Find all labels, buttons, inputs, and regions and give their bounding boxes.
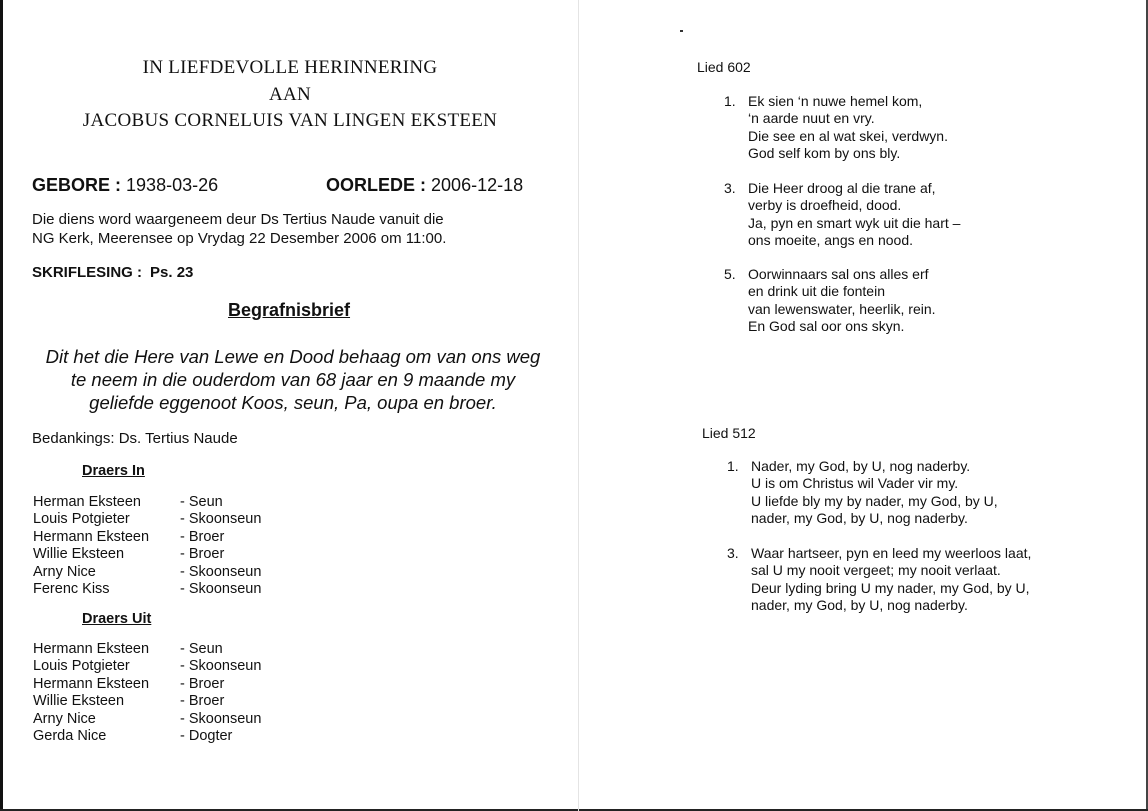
verse-line: van lewenswater, heerlik, rein. [748, 300, 936, 317]
verse-line: Waar hartseer, pyn en leed my weerloos laat, [751, 545, 1032, 561]
service-info [32, 210, 446, 248]
verse-line: God self kom by ons bly. [748, 145, 901, 162]
bearer-name: Hermann Eksteen [33, 528, 150, 545]
list-item [33, 711, 261, 728]
died-label: OORLEDE : [326, 175, 427, 195]
bearer-name: Willie Eksteen [33, 693, 125, 710]
list-item [33, 658, 261, 675]
list-item [33, 641, 261, 658]
reading-label: SKRIFLESING : [32, 264, 143, 281]
notice-line: geliefde eggenoot Koos, seun, Pa, oupa en broer. [89, 392, 497, 413]
pallbearers-in-list [33, 494, 261, 598]
verse-line: Die see en al wat skei, verdwyn. [748, 127, 948, 144]
scan-speck [680, 30, 683, 32]
bearer-name: Arny Nice [33, 710, 96, 727]
born-value: 1938-03-26 [126, 175, 219, 195]
bearer-relation: - Skoonseun [180, 710, 262, 727]
verse-line: U is om Christus wil Vader vir my. [751, 475, 959, 492]
bearer-name: Louis Potgieter [33, 658, 130, 675]
hymn-verse [724, 266, 936, 336]
acknowledgements: Bedankings: Ds. Tertius Naude [32, 430, 238, 447]
verse-line: Oorwinnaars sal ons alles erf [748, 266, 929, 282]
verse-lines [751, 545, 1031, 615]
bearer-relation: - Seun [180, 641, 223, 657]
verse-line: en drink uit die fontein [748, 283, 885, 300]
notice-line: Dit het die Here van Lewe en Dood behaag om van ons weg [45, 346, 541, 367]
bearer-relation: - Seun [180, 494, 223, 510]
hymn-512-title: Lied 512 [702, 425, 756, 441]
verse-line: verby is droefheid, dood. [748, 197, 902, 214]
hymn-verse [724, 93, 948, 163]
hymn-602-title: Lied 602 [697, 59, 751, 75]
born-date [32, 175, 218, 196]
bearer-name: Hermann Eksteen [33, 641, 150, 657]
verse-number: 3. [724, 180, 736, 196]
bearer-relation: - Skoonseun [180, 563, 262, 580]
born-label: GEBORE : [32, 175, 122, 195]
list-item [33, 511, 261, 528]
notice-line: te neem in die ouderdom van 68 jaar en 9 maande my [70, 369, 516, 390]
list-item [33, 529, 261, 546]
scripture-reading [32, 264, 193, 281]
service-line: Die diens word waargeneem deur Ds Tertius Naude vanuit die [32, 211, 444, 228]
bearer-name: Louis Potgieter [33, 511, 130, 528]
pallbearers-in-title: Draers In [82, 463, 145, 479]
bearer-relation: - Broer [180, 546, 225, 563]
list-item [33, 494, 261, 511]
death-date [326, 175, 523, 196]
list-item [33, 564, 261, 581]
scan-edge [0, 0, 3, 811]
verse-line: sal U my nooit vergeet; my nooit verlaat. [751, 562, 1001, 579]
bearer-name: Arny Nice [33, 563, 96, 580]
bearer-relation: - Dogter [180, 728, 233, 745]
verse-lines [748, 266, 936, 336]
hymn-verse [727, 458, 998, 528]
verse-line: Die Heer droog al die trane af, [748, 180, 936, 196]
reading-value: Ps. 23 [150, 264, 194, 281]
hymn-verse [727, 545, 1031, 615]
verse-number: 3. [727, 545, 739, 561]
verse-lines [748, 180, 960, 250]
heading-line-1: IN LIEFDEVOLLE HERINNERING [142, 57, 438, 78]
list-item [33, 693, 261, 710]
verse-line: En God sal oor ons skyn. [748, 318, 905, 335]
verse-line: nader, my God, by U, nog naderby. [751, 597, 968, 614]
bearer-relation: - Skoonseun [180, 581, 262, 598]
list-item [33, 581, 261, 598]
pallbearers-out-title: Draers Uit [82, 611, 152, 627]
verse-lines [751, 458, 998, 528]
verse-number: 5. [724, 266, 736, 282]
bearer-name: Herman Eksteen [33, 494, 141, 510]
verse-line: nader, my God, by U, nog naderby. [751, 510, 968, 527]
bearer-relation: - Broer [180, 528, 225, 545]
bearer-name: Willie Eksteen [33, 546, 125, 563]
verse-line: U liefde bly my by nader, my God, by U, [751, 492, 998, 509]
pallbearers-out-list [33, 641, 261, 745]
verse-line: ons moeite, angs en nood. [748, 232, 914, 249]
died-value: 2006-12-18 [431, 175, 524, 195]
bearer-name: Hermann Eksteen [33, 675, 150, 692]
death-notice [30, 345, 556, 414]
page-fold [578, 0, 579, 811]
bearer-name: Gerda Nice [33, 728, 107, 745]
heading-line-3: JACOBUS CORNELUIS VAN LINGEN EKSTEEN [82, 110, 498, 131]
bearer-relation: - Skoonseun [180, 511, 262, 528]
list-item [33, 546, 261, 563]
list-item [33, 676, 261, 693]
verse-number: 1. [727, 458, 739, 474]
verse-line: Ek sien ‘n nuwe hemel kom, [748, 93, 923, 109]
heading-line-2: AAN [268, 84, 312, 105]
hymn-verse [724, 180, 960, 250]
verse-lines [748, 93, 948, 163]
verse-line: Nader, my God, by U, nog naderby. [751, 458, 971, 474]
bearer-name: Ferenc Kiss [33, 581, 110, 598]
verse-line: ‘n aarde nuut en vry. [748, 110, 875, 127]
verse-line: Ja, pyn en smart wyk uit die hart – [748, 214, 961, 231]
funeral-letter-title: Begrafnisbrief [228, 300, 351, 320]
service-line: NG Kerk, Meerensee op Vrydag 22 Desember 2006 om 11:00. [32, 230, 447, 247]
bearer-relation: - Broer [180, 693, 225, 710]
verse-number: 1. [724, 93, 736, 109]
bearer-relation: - Broer [180, 675, 225, 692]
bearer-relation: - Skoonseun [180, 658, 262, 675]
verse-line: Deur lyding bring U my nader, my God, by U, [751, 579, 1030, 596]
list-item [33, 728, 261, 745]
